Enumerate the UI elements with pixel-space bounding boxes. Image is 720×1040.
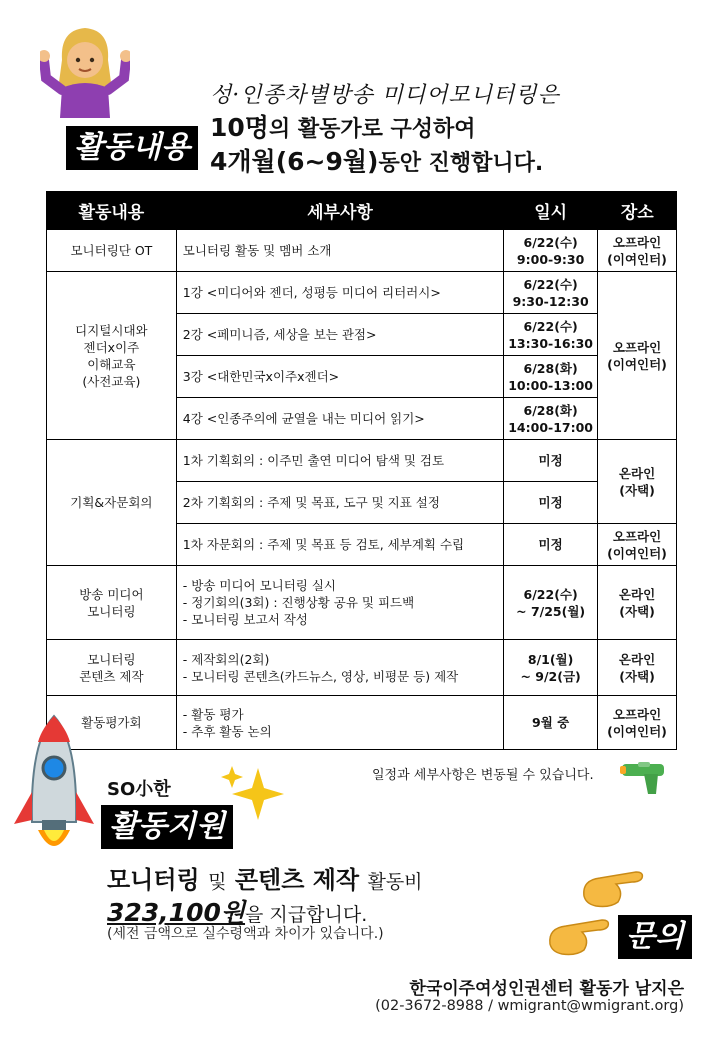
- activity-cell: 모니터링단 OT: [47, 230, 177, 272]
- activity-cell: [47, 272, 177, 440]
- fee-line1: [107, 860, 423, 895]
- detail-line: - 활동 평가: [182, 706, 244, 722]
- headline-period: 4개월(6~9월): [210, 147, 379, 176]
- date-cell: [504, 398, 598, 440]
- headline-line1: 성·인종차별방송 미디어모니터링은: [210, 83, 560, 108]
- headline-line3: 동안 진행합니다.: [378, 151, 544, 176]
- activity-support-tag: 활동지원: [101, 805, 233, 849]
- detail-cell: 1차 기획회의 : 이주민 출연 미디어 탐색 및 검토: [176, 440, 503, 482]
- date-cell: [504, 566, 598, 640]
- place-sub: (자택): [619, 603, 655, 619]
- rocket-icon: [8, 712, 100, 862]
- date-line: 6/22(수): [523, 276, 578, 292]
- date-line: 8/1(월): [527, 651, 574, 667]
- date-cell: 미정: [504, 524, 598, 566]
- detail-line: - 제작회의(2회): [182, 651, 270, 667]
- time-line: 9:30-12:30: [512, 293, 589, 309]
- header-activity: 활동내용: [47, 191, 177, 230]
- activity-line: (사전교육): [82, 373, 141, 389]
- time-line: 13:30-16:30: [508, 335, 593, 351]
- detail-cell: [176, 566, 503, 640]
- so-small-label: SO小한: [107, 779, 171, 800]
- time-line: 9:00-9:30: [516, 251, 585, 267]
- pointing-hand-icon: [546, 914, 616, 958]
- place-sub: (이여인터): [607, 723, 667, 739]
- table-row: [47, 440, 677, 482]
- date-cell: [504, 640, 598, 696]
- detail-cell: 3강 <대한민국x이주x젠더>: [176, 356, 503, 398]
- activity-line: 이해교육: [87, 356, 136, 372]
- place-line: 오프라인: [612, 234, 662, 250]
- activity-cell: 활동평가회: [47, 696, 177, 750]
- table-row: [47, 230, 677, 272]
- activity-cell: 기획&자문회의: [47, 440, 177, 566]
- headline-line2: 의 활동가로 구성하여: [268, 117, 476, 142]
- place-sub: (이여인터): [607, 356, 667, 372]
- fee-amount-rest: 을 지급합니다.: [245, 904, 368, 926]
- header-date: 일시: [504, 191, 598, 230]
- place-cell: [598, 640, 677, 696]
- place-line: 오프라인: [612, 706, 662, 722]
- place-cell: [598, 566, 677, 640]
- detail-cell: [176, 696, 503, 750]
- change-notice: 일정과 세부사항은 변동될 수 있습니다.: [372, 768, 594, 783]
- place-line: 온라인: [618, 465, 656, 481]
- place-cell: [598, 440, 677, 524]
- date-cell: 미정: [504, 482, 598, 524]
- activity-cell: [47, 640, 177, 696]
- place-cell: [598, 230, 677, 272]
- fee-label: 활동비: [367, 871, 423, 893]
- place-sub: (이여인터): [607, 545, 667, 561]
- inquiry-tag: 문의: [618, 915, 692, 959]
- detail-cell: 1차 자문회의 : 주제 및 목표 등 검토, 세부계획 수립: [176, 524, 503, 566]
- date-line: 6/22(수): [523, 586, 578, 602]
- place-sub: (자택): [619, 668, 655, 684]
- place-line: 온라인: [618, 651, 656, 667]
- detail-cell: 4강 <인종주의에 균열을 내는 미디어 읽기>: [176, 398, 503, 440]
- fee-monitoring: 모니터링: [107, 866, 200, 894]
- water-gun-icon: [618, 760, 668, 796]
- contact-info: (02-3672-8988 / wmigrant@wmigrant.org): [375, 998, 684, 1014]
- shrug-person-icon: [40, 20, 130, 120]
- activity-line: 방송 미디어: [79, 586, 144, 602]
- fee-and: 및: [208, 871, 227, 893]
- date-line: ~ 7/25(월): [516, 603, 586, 619]
- detail-line: - 모니터링 보고서 작성: [182, 612, 308, 627]
- date-line: 6/22(수): [523, 318, 578, 334]
- date-cell: [504, 230, 598, 272]
- date-cell: [504, 356, 598, 398]
- place-cell: [598, 696, 677, 750]
- schedule-table: [46, 191, 677, 750]
- table-header-row: [47, 191, 677, 230]
- place-line: 오프라인: [612, 528, 662, 544]
- date-line: ~ 9/2(금): [520, 668, 581, 684]
- activity-line: 콘텐츠 제작: [79, 668, 144, 684]
- header-place: 장소: [598, 191, 677, 230]
- date-line: 6/28(화): [523, 360, 578, 376]
- table-row: [47, 640, 677, 696]
- fee-contents: 콘텐츠 제작: [234, 866, 360, 894]
- place-line: 온라인: [618, 586, 656, 602]
- time-line: 14:00-17:00: [508, 419, 593, 435]
- table-row: [47, 272, 677, 314]
- activity-line: 모니터링: [87, 651, 136, 667]
- place-line: 오프라인: [612, 339, 662, 355]
- fee-amount: 323,100원: [107, 898, 246, 927]
- date-cell: 9월 중: [504, 696, 598, 750]
- headline-members: 10명: [210, 113, 269, 142]
- detail-cell: 모니터링 활동 및 멤버 소개: [176, 230, 503, 272]
- detail-cell: 1강 <미디어와 젠더, 성평등 미디어 리터러시>: [176, 272, 503, 314]
- activity-cell: [47, 566, 177, 640]
- headline: [210, 80, 560, 180]
- activity-content-tag: 활동내용: [66, 126, 198, 170]
- date-cell: [504, 314, 598, 356]
- activity-line: 디지털시대와: [75, 322, 148, 338]
- table-row: [47, 566, 677, 640]
- detail-line: - 정기회의(3회) : 진행상황 공유 및 피드백: [182, 595, 415, 610]
- table-row: [47, 696, 677, 750]
- detail-line: - 방송 미디어 모니터링 실시: [182, 578, 337, 593]
- pointing-hand-icon: [580, 866, 650, 910]
- detail-cell: 2강 <페미니즘, 세상을 보는 관점>: [176, 314, 503, 356]
- header-detail: 세부사항: [176, 191, 503, 230]
- place-cell: [598, 272, 677, 440]
- place-sub: (이여인터): [607, 251, 667, 267]
- activity-line: 모니터링: [87, 603, 136, 619]
- date-line: 6/22(수): [523, 234, 578, 250]
- time-line: 10:00-13:00: [508, 377, 593, 393]
- detail-line: - 모니터링 콘텐츠(카드뉴스, 영상, 비평문 등) 제작: [182, 668, 459, 684]
- date-cell: [504, 272, 598, 314]
- place-cell: [598, 524, 677, 566]
- date-line: 6/28(화): [523, 402, 578, 418]
- activity-line: 젠더x이주: [83, 339, 140, 355]
- detail-line: - 추후 활동 논의: [182, 723, 272, 739]
- detail-cell: 2차 기획회의 : 주제 및 목표, 도구 및 지표 설정: [176, 482, 503, 524]
- detail-cell: [176, 640, 503, 696]
- contact-org: 한국이주여성인권센터 활동가 남지은: [409, 979, 684, 999]
- fee-note: (세전 금액으로 실수령액과 차이가 있습니다.): [107, 926, 384, 942]
- place-sub: (자택): [619, 482, 655, 498]
- date-cell: 미정: [504, 440, 598, 482]
